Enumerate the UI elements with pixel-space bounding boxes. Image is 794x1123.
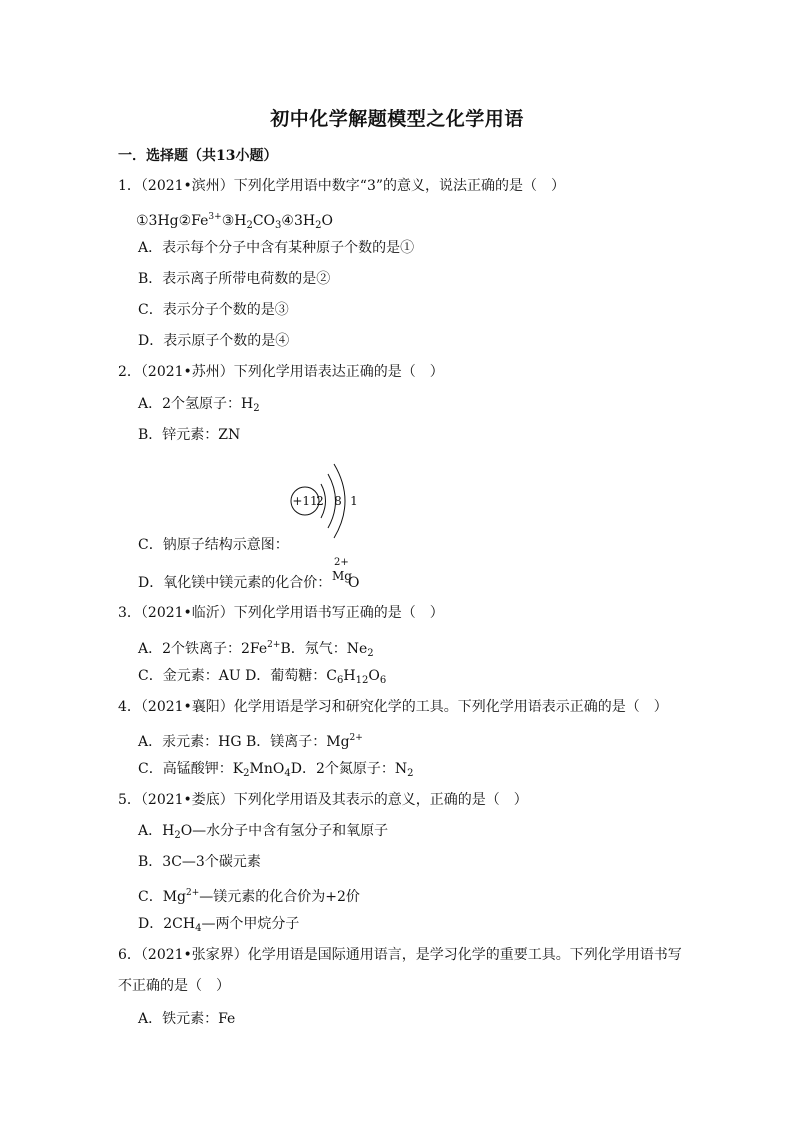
- question-4-options-cd: C．高锰酸钾：$K_2MnO_4D$．2个氮原子：$N_2$: [138, 761, 414, 779]
- question-6-option-a: A．铁元素：Fe: [138, 1011, 236, 1027]
- question-4-stem: 4．（2021•襄阳）化学用语是学习和研究化学的工具。下列化学用语表示正确的是（ ）: [118, 699, 668, 715]
- question-3-options-ab: A．2个铁离子：$2Fe^{2+}B$．氖气：$Ne_2$: [138, 640, 374, 659]
- sodium-atom-structure-diagram: [288, 456, 368, 546]
- question-4-options-ab: A．汞元素：HG B．镁离子：$Mg^{2+}$: [138, 733, 363, 750]
- question-5-option-b: B．3C—3个碳元素: [138, 854, 261, 870]
- question-2-option-b: B．锌元素：ZN: [138, 427, 241, 443]
- shell-1-electrons: 2: [316, 494, 324, 508]
- question-6-stem-line-1: 6．（2021•张家界）化学用语是国际通用语言，是学习化学的重要工具。下列化学用语书写: [118, 947, 682, 963]
- oxygen-symbol: O: [348, 575, 360, 591]
- question-1-option-a: A．表示每个分子中含有某种原子个数的是①: [138, 240, 415, 256]
- question-1-items: $①3Hg②Fe^{3+}③H_2CO_3④3H_2O$: [136, 212, 333, 231]
- valence-label: 2+: [334, 557, 349, 568]
- question-5-option-d: D．$2CH_4—$两个甲烷分子: [138, 916, 300, 934]
- question-3-stem: 3．（2021•临沂）下列化学用语书写正确的是（ ）: [118, 605, 444, 621]
- question-1-option-d: D．表示原子个数的是④: [138, 333, 290, 349]
- question-2-option-d: D．氧化镁中镁元素的化合价：: [138, 575, 332, 591]
- question-2-option-c: C．钠原子结构示意图：: [138, 537, 289, 553]
- shell-3-electrons: 1: [350, 494, 358, 508]
- question-3-options-cd: C．金元素：AU D．葡萄糖：$C_6H_{12}O_6$: [138, 668, 387, 686]
- question-6-stem-line-2: 不正确的是（ ）: [118, 978, 230, 994]
- question-1-stem: 1．（2021•滨州）下列化学用语中数字“3”的意义，说法正确的是（ ）: [118, 178, 566, 194]
- question-5-option-c: C．$Mg^{2+}—$镁元素的化合价为+2价: [138, 888, 360, 905]
- question-2-option-a: A．2个氢原子：$H_2$: [138, 396, 260, 414]
- question-1-option-b: B．表示离子所带电荷数的是②: [138, 271, 331, 287]
- shell-2-electrons: 8: [334, 494, 342, 508]
- page-title: 初中化学解题模型之化学用语: [270, 108, 524, 130]
- question-2-stem: 2．（2021•苏州）下列化学用语表达正确的是（ ）: [118, 364, 444, 380]
- question-5-stem: 5．（2021•娄底）下列化学用语及其表示的意义，正确的是（ ）: [118, 792, 528, 808]
- question-1-option-c: C．表示分子个数的是③: [138, 302, 289, 318]
- question-5-option-a: A．$H_2O—$水分子中含有氢分子和氧原子: [138, 823, 389, 841]
- section-heading: 一．选择题（共13小题）: [118, 148, 278, 164]
- nucleus-charge-label: +11: [292, 494, 318, 508]
- magnesium-symbol: Mg: [332, 569, 352, 583]
